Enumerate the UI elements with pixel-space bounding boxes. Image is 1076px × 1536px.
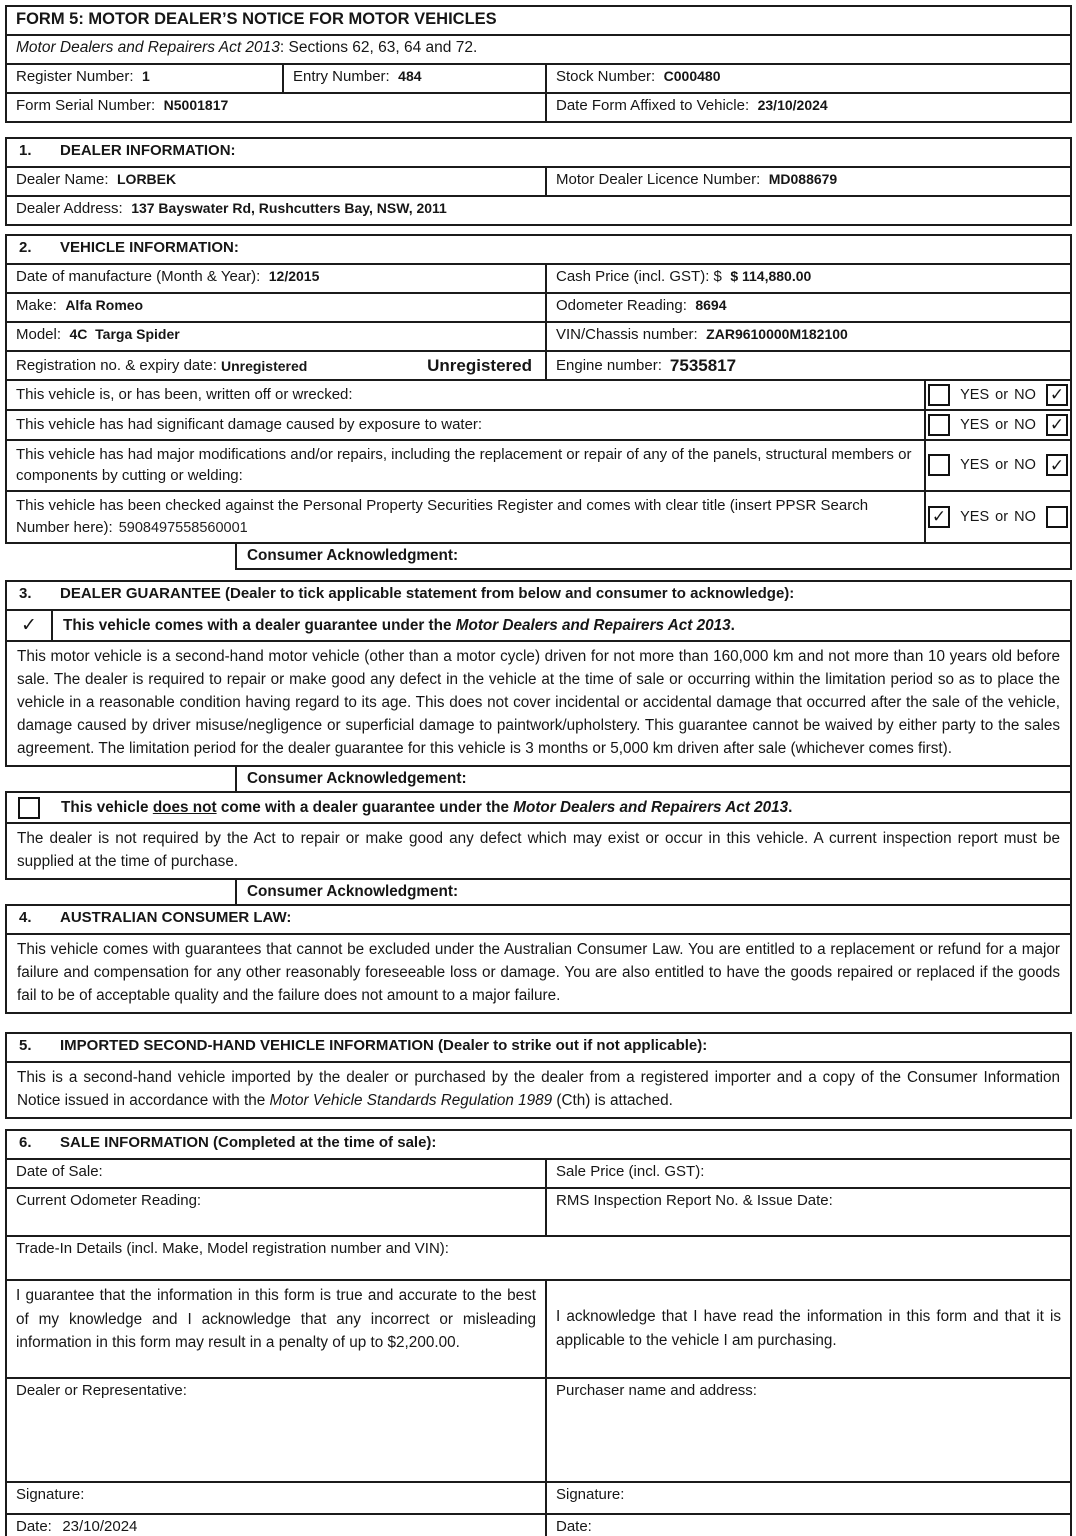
field-purchaser-date [545,1515,1070,1536]
field-value: Alfa Romeo [65,297,144,313]
section-6-sale-information [5,1129,1072,1536]
field-value: ZAR9610000M182100 [706,326,848,342]
field-value: 12/2015 [268,268,320,284]
field-label: Signature: [556,1485,625,1503]
act-name: Motor Dealers and Repairers Act 2013 [455,616,731,634]
field-label: Dealer or Representative: [16,1381,187,1399]
section-3-no-guarantee-block [5,791,1072,880]
field-value: $ 114,880.00 [730,268,812,284]
act-sections: : Sections 62, 63, 64 and 72. [279,39,478,56]
statement-text [7,381,924,409]
guarantee-paragraph: This motor vehicle is a second-hand motor vehicle (other than a motor cycle) driven for not more than 160,000 km and not more than 10 years old before sale. The dealer is required to repair or make good any defect in the vehicle at the time of sale or occurring within the limitation period so as to place the vehicle in a reasonable condition having regard to its age. This does not cover incidental or accidental damage that occurred after the sale of the vehicle, damage caused by driver misuse/negligence or superficial damage to paintwork/upholstery. This guarantee cannot be waived by either party to the sales agreement. The limitation period for the dealer guarantee for this vehicle is 3 months or 5,000 km driven after sale (whichever comes first). [17,648,1060,757]
purchaser-declaration [545,1281,1070,1377]
field-engine-number [545,352,1070,379]
yes-no-area [924,441,1070,491]
field-date-affixed [545,94,1070,121]
field-dealer-representative [7,1379,545,1481]
field-label: Stock Number: [556,68,656,85]
field-value: LORBEK [117,171,177,187]
statement-ppsr-row [7,490,1070,542]
field-label: Make: [16,297,57,314]
field-label: Cash Price (incl. GST): $ [556,268,722,285]
odometer-rms-row [7,1187,1070,1235]
signature-row [7,1481,1070,1513]
field-value: Unregistered [220,357,308,374]
field-dealer-signature [7,1483,545,1513]
field-value: 23/10/2024 [62,1517,138,1535]
field-label: VIN/Chassis number: [556,326,698,343]
purchaser-declaration-text: I acknowledge that I have read the information in this form and that it is applicable to the vehicle I am purchasing. [556,1308,1061,1349]
consumer-acknowledgment-box: Consumer Acknowledgment: [235,878,1072,906]
section-title: IMPORTED SECOND-HAND VEHICLE INFORMATION (Dealer to strike out if not applicable): [60,1036,708,1054]
field-label: Motor Dealer Licence Number: [556,171,761,188]
trade-in-row [7,1235,1070,1279]
statement-modifications-row [7,439,1070,491]
guarantee-no-checkbox[interactable] [18,797,40,819]
dealer-address-row [7,195,1070,224]
make-odometer-row [7,292,1070,321]
field-value: 4C Targa Spider [69,326,180,342]
field-rms-inspection [545,1189,1070,1235]
dealer-declaration-text: I guarantee that the information in this form is true and accurate to the best of my knowledge and I acknowledge that any incorrect or misleading information in this form may result in a penalty of up to $2,200.00. [16,1286,536,1352]
field-dealer-licence [545,168,1070,195]
field-stock-number [545,65,1070,92]
dealer-declaration [7,1281,545,1377]
field-entry-number [282,65,545,92]
regulation-name: Motor Vehicle Standards Regulation 1989 [269,1091,553,1109]
section-number: 1. [19,142,32,159]
field-value: MD088679 [768,171,838,187]
model-vin-row [7,321,1070,350]
guarantee-no-statement [51,793,1070,822]
statement-written-off-row [7,379,1070,409]
field-label: Odometer Reading: [556,297,687,314]
yes-or-no-label: YES or NO [960,508,1036,525]
dealer-name-row [7,166,1070,195]
field-register-number [7,65,282,92]
section-title: VEHICLE INFORMATION: [60,239,239,256]
yes-checkbox-checked[interactable]: ✓ [928,506,950,528]
sale-date-price-row [7,1158,1070,1187]
field-value: 1 [142,68,150,84]
statement-text [7,441,924,491]
statement-text: This vehicle [61,798,153,816]
guarantee-yes-checkbox-checked[interactable]: ✓ [21,614,37,636]
field-label: RMS Inspection Report No. & Issue Date: [556,1191,833,1209]
yes-checkbox[interactable] [928,384,950,406]
statement-text: This vehicle comes with a dealer guarantee under the [63,616,456,634]
paragraph-text: This is a second-hand vehicle imported by the dealer or purchased by the dealer from a registered importer and a copy of the Consumer Information Notice issued in accordance with the [17,1068,1060,1109]
guarantee-yes-row [7,609,1070,640]
field-sale-price [545,1160,1070,1187]
registration-overlay-value: Unregistered [427,355,532,375]
no-checkbox[interactable] [1046,506,1068,528]
no-checkbox-checked[interactable]: ✓ [1046,384,1068,406]
section-title: DEALER GUARANTEE (Dealer to tick applicable statement from below and consumer to acknowledge): [60,584,795,602]
field-label: Registration no. & expiry date: [16,357,217,374]
register-row [7,63,1070,92]
acl-paragraph: This vehicle comes with guarantees that cannot be excluded under the Australian Consumer Law. You are entitled to a replacement or refund for a major failure and compensation for any other reasonably foreseeable loss or damage. You are also entitled to have the goods repaired or replaced if the goods fail to be of acceptable quality and the failure does not amount to a major failure. [17,941,1060,1005]
field-label: Engine number: [556,357,662,374]
serial-row [7,92,1070,121]
section-header [7,582,1070,609]
section-number: 6. [19,1133,32,1151]
act-name: Motor Dealers and Repairers Act 2013 [513,798,789,816]
field-dealer-name [7,168,545,195]
field-label: Model: [16,326,62,343]
field-odometer [545,294,1070,321]
paragraph-text: (Cth) is attached. [552,1091,673,1109]
field-label: Date: [16,1517,52,1535]
statement-text [7,411,924,439]
field-label: Register Number: [16,68,134,85]
manufacture-price-row [7,263,1070,292]
section-number: 5. [19,1036,32,1054]
no-checkbox-checked[interactable]: ✓ [1046,454,1068,476]
statement-line: This vehicle has had significant damage caused by exposure to water: [16,415,483,433]
field-label: Current Odometer Reading: [16,1191,202,1209]
statement-line [16,495,915,539]
field-purchaser-signature [545,1483,1070,1513]
section-title: SALE INFORMATION (Completed at the time of sale): [60,1133,437,1151]
yes-no-area [924,492,1070,542]
ppsr-number: 5908497558560001 [118,519,248,536]
field-form-serial-number [7,94,545,121]
field-purchaser-name-address [545,1379,1070,1481]
date-row [7,1513,1070,1536]
field-vin [545,323,1070,350]
yes-no-area [924,411,1070,439]
yes-checkbox[interactable] [928,454,950,476]
registration-engine-row [7,350,1070,379]
acl-paragraph-row [7,933,1070,1012]
field-value: 137 Bayswater Rd, Rushcutters Bay, NSW, 2011 [131,200,447,216]
act-reference [7,36,1070,63]
statement-water-damage-row [7,409,1070,439]
form-header-table [5,5,1072,123]
field-label: Purchaser name and address: [556,1381,757,1399]
field-value: 7535817 [669,355,737,375]
section-number: 2. [19,239,32,256]
guarantee-paragraph-row [7,640,1070,765]
field-label: Date of manufacture (Month & Year): [16,268,261,285]
field-label: Entry Number: [293,68,390,85]
field-model [7,323,545,350]
section-3-dealer-guarantee [5,580,1072,767]
form-title-row [7,7,1070,34]
declaration-row [7,1279,1070,1377]
field-value: C000480 [663,68,721,84]
section-header [7,1034,1070,1061]
section-1-dealer-information [5,137,1072,226]
guarantee-no-row [7,793,1070,822]
does-not-underlined: does not [152,798,217,816]
yes-or-no-label: YES or NO [960,416,1036,433]
section-5-imported-vehicle-information [5,1032,1072,1119]
field-value: 484 [398,68,422,84]
field-dealer-address [7,197,1070,224]
field-value: 8694 [695,297,727,313]
consumer-acknowledgment-box: Consumer Acknowledgment: [235,542,1072,570]
section-header [7,236,1070,263]
guarantee-no-checkbox-area [7,793,51,822]
statement-text [7,492,924,542]
field-label: Form Serial Number: [16,97,156,114]
statement-line: This vehicle has had major modifications and/or repairs, including the replacement or repair of any of the panels, structural members or components by cutting or welding: [16,445,912,485]
field-value: N5001817 [163,97,229,113]
field-label: Dealer Address: [16,200,123,217]
field-trade-in-details [7,1237,1070,1279]
statement-text: come with a dealer guarantee under the [216,798,514,816]
field-make [7,294,545,321]
yes-no-area [924,381,1070,409]
no-guarantee-paragraph-row [7,822,1070,878]
names-row [7,1377,1070,1481]
no-guarantee-paragraph: The dealer is not required by the Act to repair or make good any defect which may exist or occur in this vehicle. A current inspection report must be supplied at the time of purchase. [17,830,1060,871]
section-header [7,1131,1070,1158]
statement-text: . [788,798,793,816]
section-header [7,139,1070,166]
yes-or-no-label: YES or NO [960,457,1036,474]
section-4-australian-consumer-law [5,904,1072,1014]
field-label: Date of Sale: [16,1162,103,1180]
yes-or-no-label: YES or NO [960,386,1036,403]
field-label: Sale Price (incl. GST): [556,1162,705,1180]
guarantee-yes-statement [51,611,1070,640]
section-2-vehicle-information [5,234,1072,544]
field-current-odometer [7,1189,545,1235]
field-date-of-sale [7,1160,545,1187]
yes-checkbox[interactable] [928,414,950,436]
field-label: Date: [556,1517,592,1535]
field-date-of-manufacture [7,265,545,292]
field-label: Signature: [16,1485,85,1503]
section-number: 4. [19,909,32,927]
field-label: Dealer Name: [16,171,109,188]
field-label: Trade-In Details (incl. Make, Model registration number and VIN): [16,1239,449,1257]
section-number: 3. [19,584,32,602]
act-row [7,34,1070,63]
field-value: 23/10/2024 [757,97,828,113]
field-registration [7,352,545,379]
consumer-acknowledgement-box: Consumer Acknowledgement: [235,765,1072,793]
ppsr-label: This vehicle has been checked against the Personal Property Securities Register and comes with clear title (insert PPSR Search Number here): [16,497,869,536]
field-cash-price [545,265,1070,292]
no-checkbox-checked[interactable]: ✓ [1046,414,1068,436]
field-label: Date Form Affixed to Vehicle: [556,97,750,114]
section-title: AUSTRALIAN CONSUMER LAW: [60,909,292,927]
statement-line: This vehicle is, or has been, written off or wrecked: [16,386,353,403]
section-header [7,906,1070,933]
form-title: FORM 5: MOTOR DEALER’S NOTICE FOR MOTOR VEHICLES [16,10,497,28]
imported-paragraph [7,1063,1070,1117]
section-title: DEALER INFORMATION: [60,142,236,159]
statement-text: . [730,616,735,634]
field-dealer-date [7,1515,545,1536]
imported-paragraph-row [7,1061,1070,1117]
act-name: Motor Dealers and Repairers Act 2013 [16,39,280,56]
